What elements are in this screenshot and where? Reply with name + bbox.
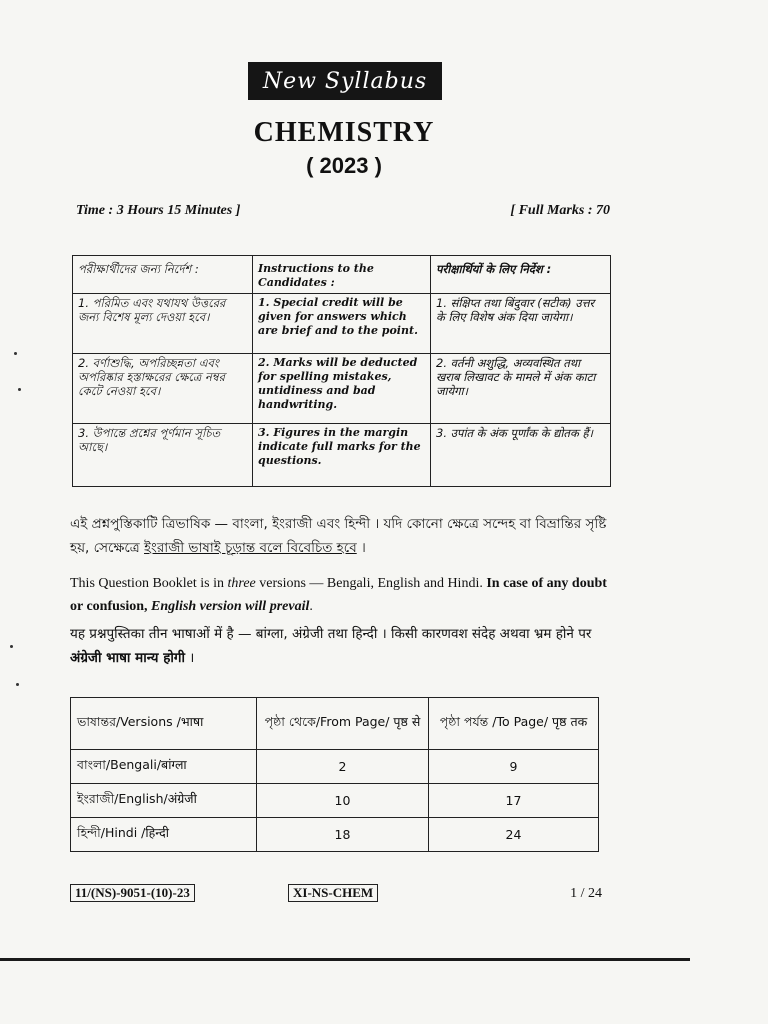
subject-code: XI-NS-CHEM: [288, 884, 378, 902]
table-row: [71, 818, 599, 852]
note-hindi-text: यह प्रश्नपुस्तिका तीन भाषाओं में है — बांग्ला, अंग्रेजी तथा हिन्दी । किसी कारणवश संदेह अथवा भ्रम होने पर: [70, 626, 592, 642]
table-row: [71, 784, 599, 818]
instruction-english: 1. Special credit will be given for answers which are brief and to the point.: [253, 294, 431, 354]
note-english-bold: In case of any doubt or confusion,: [70, 576, 607, 614]
page-title: CHEMISTRY: [253, 117, 435, 148]
version-from-page: 10: [257, 784, 429, 818]
new-syllabus-banner: New Syllabus: [248, 62, 442, 100]
instruction-english: 3. Figures in the margin indicate full marks for the questions.: [253, 424, 431, 487]
instructions-table: [72, 255, 611, 487]
version-to-page: 9: [429, 750, 599, 784]
version-to-page: 17: [429, 784, 599, 818]
bottom-rule: [0, 958, 690, 961]
instruction-hindi: 1. संक्षिप्त तथा बिंदुवार (सटीक) उत्तर के लिए विशेष अंक दिया जायेगा।: [431, 294, 611, 354]
instruction-hindi: 2. वर्तनी अशुद्धि, अव्यवस्थित तथा खराब लिखावट के मामले में अंक काटा जायेगा।: [431, 354, 611, 424]
page-number: 1 / 24: [570, 886, 602, 901]
note-english-italic: three: [227, 576, 256, 591]
versions-header-to: পৃষ্ঠা পর্যন্ত /To Page/ पृष्ठ तक: [429, 698, 599, 750]
language-note-hindi: [70, 622, 610, 670]
scan-speck: [18, 388, 21, 391]
note-bengali-text: এই প্রশ্নপুস্তিকাটি ত্রিভাষিক — বাংলা, ইংরাজী এবং হিন্দী । যদি কোনো ক্ষেত্রে সন্দেহ বা বিভ্রান্তির সৃষ্টি হয়, সেক্ষেত্রে: [70, 516, 607, 556]
versions-header-row: [71, 698, 599, 750]
instructions-header-english: Instructions to the Candidates :: [253, 256, 431, 294]
exam-duration: Time : 3 Hours 15 Minutes ]: [76, 203, 241, 218]
note-english-part1: This Question Booklet is in: [70, 576, 228, 591]
version-from-page: 2: [257, 750, 429, 784]
instructions-header-row: [73, 256, 611, 294]
instruction-row: [73, 294, 611, 354]
versions-header-language: ভাষান্তর/Versions /भाषा: [71, 698, 257, 750]
instruction-bengali: 3. উপান্তে প্রশ্নের পূর্ণমান সূচিত আছে।: [73, 424, 253, 487]
instruction-row: [73, 424, 611, 487]
note-hindi-end: ।: [184, 650, 195, 666]
instructions-header-bengali: পরীক্ষার্থীদের জন্য নির্দেশ :: [73, 256, 253, 294]
instruction-hindi: 3. उपांत के अंक पूर्णांक के द्योतक हैं।: [431, 424, 611, 487]
note-english-bold-italic: English version will prevail: [151, 599, 310, 614]
exam-year: ( 2023 ): [306, 153, 382, 178]
instructions-header-hindi: परीक्षार्थियों के लिए निर्देश :: [431, 256, 611, 294]
scan-speck: [14, 352, 17, 355]
scan-speck: [16, 683, 19, 686]
versions-header-from: পৃষ্ঠা থেকে/From Page/ पृष्ठ से: [257, 698, 429, 750]
note-english-part2: versions — Bengali, English and Hindi.: [255, 576, 487, 591]
instruction-bengali: 1. পরিমিত এবং যথাযথ উত্তরের জন্য বিশেষ মূল্য দেওয়া হবে।: [73, 294, 253, 354]
note-bengali-emphasis: ইংরাজী ভাষাই চূড়ান্ত বলে বিবেচিত হবে: [144, 540, 357, 556]
instruction-row: [73, 354, 611, 424]
version-from-page: 18: [257, 818, 429, 852]
note-english-end: .: [309, 599, 313, 614]
table-row: [71, 750, 599, 784]
instruction-english: 2. Marks will be deducted for spelling mistakes, untidiness and bad handwriting.: [253, 354, 431, 424]
paper-code: 11/(NS)-9051-(10)-23: [70, 884, 195, 902]
full-marks: [ Full Marks : 70: [510, 203, 610, 218]
language-note-bengali: [70, 512, 610, 560]
version-to-page: 24: [429, 818, 599, 852]
version-language: ইংরাজী/English/अंग्रेजी: [71, 784, 257, 818]
version-language: হিন্দী/Hindi /हिन्दी: [71, 818, 257, 852]
instruction-bengali: 2. বর্ণাশুদ্ধি, অপরিচ্ছন্নতা এবং অপরিষ্কার হস্তাক্ষরের ক্ষেত্রে নম্বর কেটে নেওয়া হবে।: [73, 354, 253, 424]
version-language: বাংলা/Bengali/बांग्ला: [71, 750, 257, 784]
language-note-english: [70, 572, 610, 618]
scan-speck: [10, 645, 13, 648]
note-bengali-end: ।: [356, 540, 366, 556]
note-hindi-bold: अंग्रेजी भाषा मान्य होगी: [70, 650, 185, 666]
versions-table: [70, 697, 599, 852]
